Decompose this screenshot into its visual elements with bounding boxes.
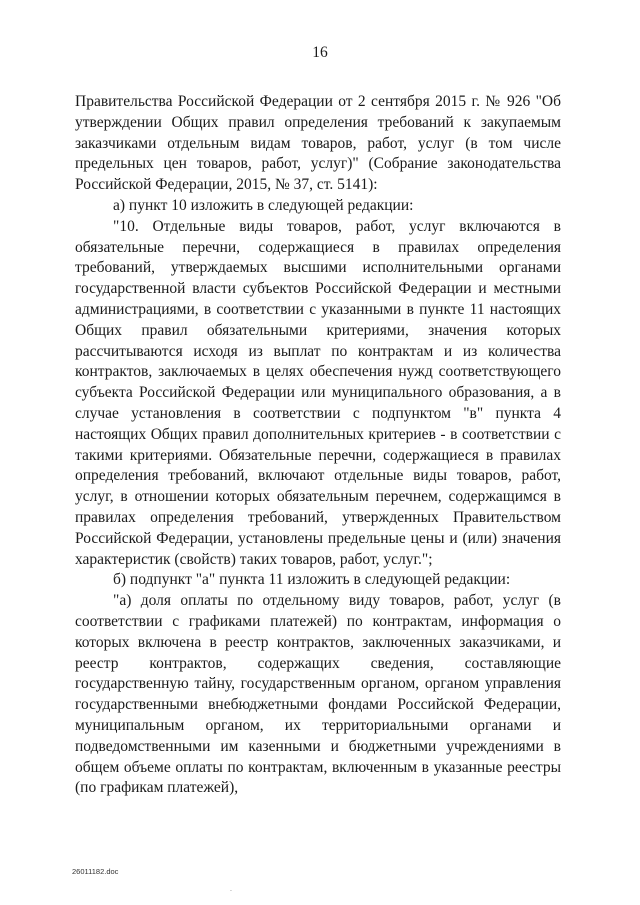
paragraph-item-b: б) подпункт "а" пункта 11 изложить в следующей редакции: xyxy=(113,571,511,589)
paragraph-point-10: "10. Отдельные виды товаров, работ, услуг включаются в обязательные перечни, содержащиеся в правилах определения требований, утверждаемых высшими исполнительными органами государственной власти субъектов Российской Федерации и местными администрациями, в соответствии с указанными в пункте 11 настоящих Общих правил обязательными критериями, значения которых рассчитываются исходя из выплат по контрактам и из количества контрактов, заключаемых в целях обеспечения нужд соответствующего субъекта Российской Федерации или муниципального образования, а в случае установления в соответствии с подпунктом "в" пункта 4 настоящих Общих правил дополнительных критериев - в соответствии с такими критериями. Обязательные перечни, содержащиеся в правилах определения требований, включают отдельные виды товаров, работ, услуг, в отношении которых обязательным перечнем, содержащимся в правилах определения требований, утвержденных Правительством Российской Федерации, установлены предельные цены и (или) значения характеристик (свойств) таких товаров, работ, услуг."; xyxy=(75,217,561,568)
footer-document-code: 26011182.doc xyxy=(72,867,119,876)
paragraph-intro: Правительства Российской Федерации от 2 сентября 2015 г. № 926 "Об утверждении Общих правил определения требований к закупаемым заказчиками отдельным видам товаров, работ, услуг (в том числе предельных цен товаров, работ, услуг)" (Собрание законодательства Российской Федерации, 2015, № 37, ст. 5141): xyxy=(75,93,561,194)
footer-mark: . xyxy=(230,886,232,893)
page-number: 16 xyxy=(312,44,328,61)
paragraph-item-a: а) пункт 10 изложить в следующей редакции: xyxy=(113,196,414,214)
document-body xyxy=(75,92,561,799)
paragraph-subitem-a: "а) доля оплаты по отдельному виду товаров, работ, услуг (в соответствии с графиками платежей) по контрактам, информация о которых включена в реестр контрактов, заключенных заказчиками, и реестр контрактов, содержащих сведения, составляющие государственную тайну, государственным органом, органом управления государственными внебюджетными фондами Российской Федерации, муниципальным органом, их территориальными органами и подведомственными им казенными и бюджетными учреждениями в общем объеме оплаты по контрактам, включенным в указанные реестры (по графикам платежей), xyxy=(75,592,561,797)
